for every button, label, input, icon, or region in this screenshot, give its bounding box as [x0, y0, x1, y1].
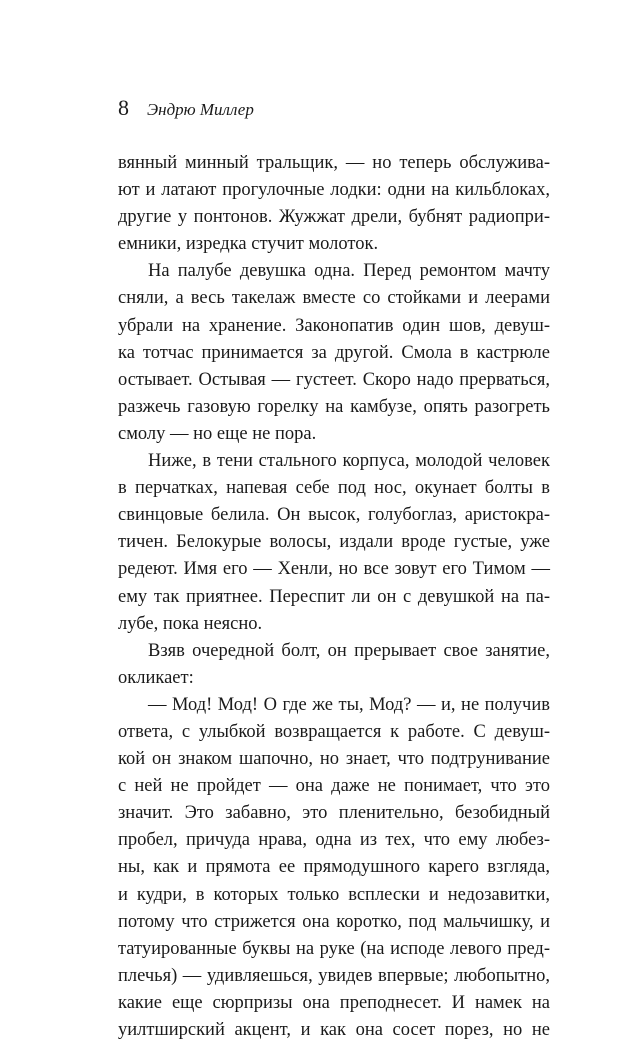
text-line: значит. Это забавно, это пленительно, безобидный [118, 803, 550, 824]
text-line: пробел, причуда нрава, одна из тех, что ему любез- [118, 830, 550, 851]
text-line: сняли, а весь такелаж вместе со стойками и леерами [118, 288, 550, 309]
running-head [118, 95, 254, 121]
text-line: потому что стрижется она коротко, под мальчишку, и [118, 911, 550, 932]
text-line: тичен. Белокурые волосы, издали вроде густые, уже [118, 532, 550, 553]
text-line: татуированные буквы на руке (на исподе левого пред- [118, 938, 550, 959]
text-line: другие у понтонов. Жужжат дрели, бубнят радиопри- [118, 207, 550, 228]
text-line: — Мод! Мод! О где же ты, Мод? — и, не получив [148, 694, 550, 715]
text-line: ответа, с улыбкой возвращается к работе. С девуш- [118, 721, 550, 742]
text-line: в перчатках, напевая себе под нос, окунает болты в [118, 478, 550, 499]
text-line: редеют. Имя его — Хенли, но все зовут его Тимом — [118, 559, 550, 580]
text-line: плечья) — удивляешься, увидев впервые; любопытно, [118, 965, 550, 986]
page-number: 8 [118, 95, 129, 120]
text-line: вянный минный тральщик, — но теперь обслужива- [118, 153, 550, 173]
text-line: ют и латают прогулочные лодки: одни на кильблоках, [118, 180, 550, 201]
text-line: ка тотчас принимается за другой. Смола в кастрюле [118, 342, 550, 363]
text-line: окликает: [118, 667, 194, 688]
text-line: кой он знаком шапочно, но знает, что подтрунивание [118, 749, 550, 770]
text-line: емники, изредка стучит молоток. [118, 234, 379, 255]
text-line: разжечь газовую горелку на камбузе, опять разогреть [118, 396, 550, 417]
text-line: какие еще сюрпризы она преподнесет. И намек на [118, 992, 550, 1013]
text-line: ему так приятнее. Переспит ли он с девушкой на па- [118, 586, 550, 607]
body-text [118, 150, 550, 1044]
text-line: остывает. Остывая — густеет. Скоро надо прерваться, [118, 369, 550, 390]
text-line: смолу — но еще не пора. [118, 423, 317, 444]
text-line: Ниже, в тени стального корпуса, молодой человек [148, 451, 550, 472]
text-line: уилтширский акцент, и как она сосет порез, но не [118, 1020, 550, 1040]
text-line: убрали на хранение. Законопатив один шов, девуш- [118, 315, 550, 336]
text-line: с ней не пройдет — она даже не понимает, что это [118, 776, 550, 797]
text-line: и кудри, в которых только всплески и недозавитки, [118, 884, 550, 905]
running-head-author: Эндрю Миллер [147, 100, 254, 119]
text-line: свинцовые белила. Он высок, голубоглаз, аристокра- [118, 505, 550, 526]
text-line: На палубе девушка одна. Перед ремонтом мачту [148, 261, 550, 282]
text-line: Взяв очередной болт, он прерывает свое занятие, [148, 640, 550, 661]
text-line: лубе, пока неясно. [118, 613, 263, 634]
text-line: ны, как и прямота ее прямодушного карего взгляда, [118, 857, 550, 878]
